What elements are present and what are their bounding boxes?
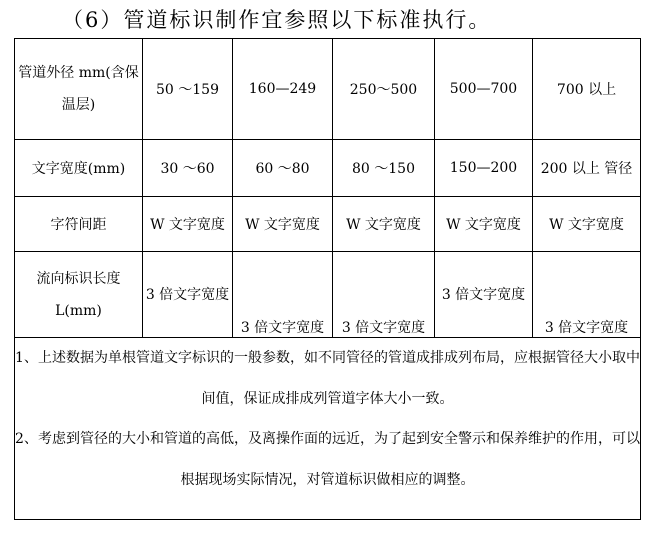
table-cell: 60 ～80 bbox=[233, 140, 333, 197]
row-label-outer-diameter: 管道外径 mm(含保温层) bbox=[15, 39, 143, 140]
table-cell: W 文字宽度 bbox=[143, 197, 233, 252]
table-cell: 80 ～150 bbox=[333, 140, 435, 197]
table-row-text-width bbox=[15, 140, 641, 197]
row-label-flow-length: 流向标识长度 L(mm) bbox=[15, 252, 143, 338]
table-cell: 3 倍文字宽度 bbox=[143, 252, 233, 338]
table-row-flow-length bbox=[15, 252, 641, 338]
table-cell: 3 倍文字宽度 bbox=[435, 252, 533, 338]
table-cell: 3 倍文字宽度 bbox=[533, 252, 641, 338]
table-cell: W 文字宽度 bbox=[333, 197, 435, 252]
table-cell: 30 ～60 bbox=[143, 140, 233, 197]
table-cell: 50 ～159 bbox=[143, 39, 233, 140]
table-cell: 3 倍文字宽度 bbox=[233, 252, 333, 338]
row-label-char-spacing: 字符间距 bbox=[15, 197, 143, 252]
table-cell: W 文字宽度 bbox=[533, 197, 641, 252]
table-row-notes bbox=[15, 338, 641, 520]
note-2: 2、考虑到管径的大小和管道的高低，及离操作面的远近，为了起到安全警示和保养维护的作用，可以根据现场实际情况，对管道标识做相应的调整。 bbox=[15, 431, 640, 488]
row-label-text-width: 文字宽度(mm) bbox=[15, 140, 143, 197]
table-cell: 150—200 bbox=[435, 140, 533, 197]
pipe-marking-spec-table bbox=[14, 38, 641, 520]
note-1: 1、上述数据为单根管道文字标识的一般参数，如不同管径的管道成排成列布局，应根据管径大小取中间值，保证成排成列管道字体大小一致。 bbox=[15, 350, 640, 407]
table-cell: W 文字宽度 bbox=[233, 197, 333, 252]
table-cell: W 文字宽度 bbox=[435, 197, 533, 252]
table-cell: 500—700 bbox=[435, 39, 533, 140]
table-cell: 700 以上 bbox=[533, 39, 641, 140]
table-row-outer-diameter bbox=[15, 39, 641, 140]
table-cell: 250～500 bbox=[333, 39, 435, 140]
section-heading: （6）管道标识制作宜参照以下标准执行。 bbox=[62, 8, 492, 32]
table-row-char-spacing bbox=[15, 197, 641, 252]
table-cell: 200 以上 管径 bbox=[533, 140, 641, 197]
table-cell: 3 倍文字宽度 bbox=[333, 252, 435, 338]
notes-cell bbox=[15, 338, 641, 520]
table-cell: 160—249 bbox=[233, 39, 333, 140]
